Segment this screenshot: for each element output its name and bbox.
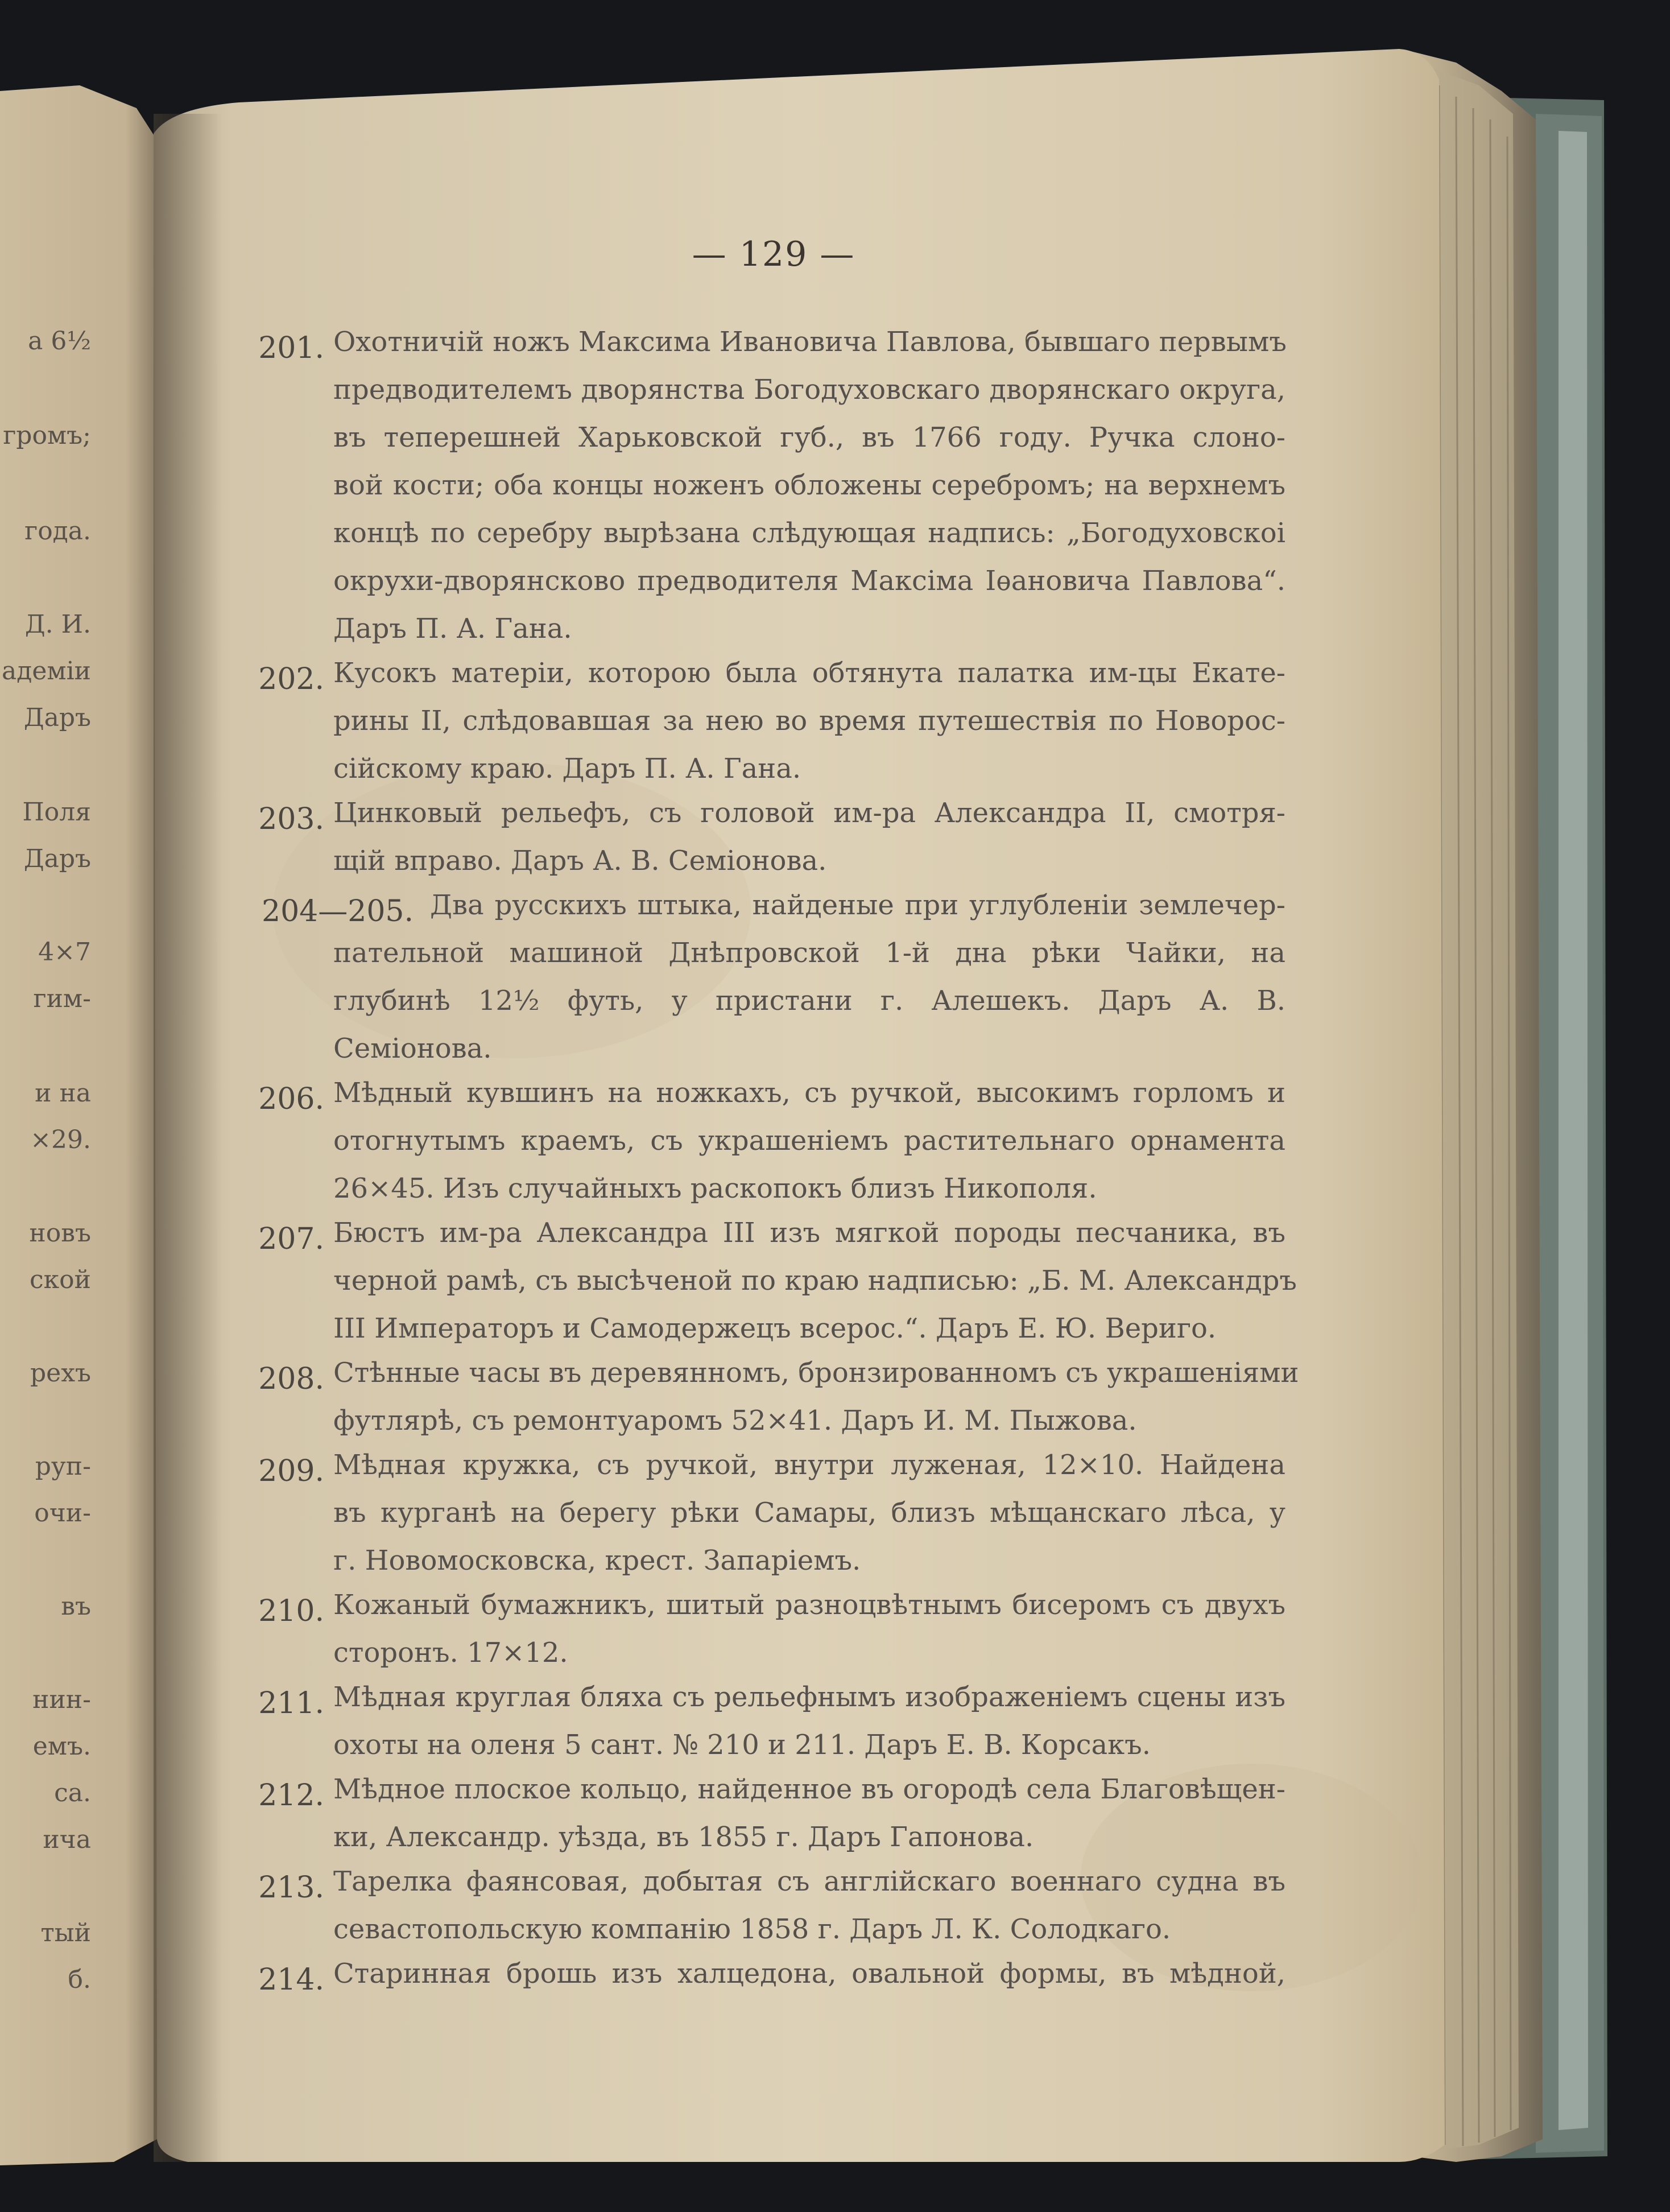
entry-text-line: севастопольскую компанію 1858 г. Даръ Л. К. Солодкаго.: [333, 1913, 1171, 1945]
left-page-fragment: б.: [68, 1965, 91, 1994]
entry-text-line: Охотничій ножъ Максима Ивановича Павлова, бывшаго первымъ: [333, 326, 1287, 358]
entry-text-line: Два русскихъ штыка, найденые при углубленіи землечер-: [430, 889, 1285, 921]
entry-number: 203.: [258, 802, 324, 836]
entry-text-line: черной рамѣ, съ высѣченой по краю надписью: „Б. М. Александръ: [333, 1265, 1297, 1297]
entry-text-line: рины II, слѣдовавшая за нею во время путешествія по Новорос-: [333, 705, 1285, 737]
entry-text-line: III Императоръ и Самодержецъ всерос.“. Даръ Е. Ю. Вериго.: [333, 1313, 1217, 1344]
left-page-fragment: 4×7: [38, 938, 91, 967]
entry-text-line: Цинковый рельефъ, съ головой им-ра Александра II, смотря-: [333, 797, 1285, 829]
left-page-fragment: Даръ: [23, 703, 91, 732]
entry-text-line: сторонъ. 17×12.: [333, 1637, 568, 1669]
entry-text-line: предводителемъ дворянства Богодуховскаго дворянскаго округа,: [333, 374, 1285, 406]
entry-number: 207.: [258, 1222, 324, 1256]
entry-number: 204—205.: [262, 894, 414, 928]
entry-number: 214.: [258, 1963, 324, 1997]
entry-number: 208.: [258, 1362, 324, 1396]
left-page-fragment: гим-: [33, 984, 91, 1013]
entry-number: 213.: [258, 1871, 324, 1905]
left-page-fragment: ича: [43, 1825, 91, 1854]
left-page-fragment: руп-: [35, 1452, 91, 1481]
left-page-fragment: емъ.: [32, 1732, 91, 1761]
entry-number: 209.: [258, 1454, 324, 1488]
left-page-fragment: рехъ: [30, 1359, 91, 1388]
left-page-fragment: Д. И.: [24, 610, 91, 639]
entry-text-line: вой кости; оба концы ноженъ обложены серебромъ; на верхнемъ: [333, 469, 1285, 501]
entry-text-line: въ курганѣ на берегу рѣки Самары, близъ мѣщанскаго лѣса, у: [333, 1497, 1285, 1529]
entry-text-line: Семіонова.: [333, 1033, 492, 1064]
left-page-fragment: громъ;: [3, 421, 91, 450]
page-number: — 129 —: [692, 234, 855, 274]
left-page-fragment: новъ: [29, 1219, 91, 1248]
entry-text-line: отогнутымъ краемъ, съ украшеніемъ растительнаго орнамента: [333, 1125, 1285, 1157]
entry-text-line: Мѣдная круглая бляха съ рельефнымъ изображеніемъ сцены изъ: [333, 1681, 1285, 1713]
entry-text-line: концѣ по серебру вырѣзана слѣдующая надпись: „Богодуховскоі: [333, 517, 1285, 549]
entry-text-line: сійскому краю. Даръ П. А. Гана.: [333, 753, 801, 785]
left-page-fragment: ской: [30, 1265, 91, 1294]
entry-text-line: г. Новомосковска, крест. Запаріемъ.: [333, 1545, 861, 1577]
entry-text-line: щій вправо. Даръ А. В. Семіонова.: [333, 845, 827, 877]
entry-number: 210.: [258, 1594, 324, 1628]
entry-text-line: Старинная брошь изъ халцедона, овальной формы, въ мѣдной,: [333, 1958, 1285, 1990]
entry-text-line: Мѣдный кувшинъ на ножкахъ, съ ручкой, высокимъ горломъ и: [333, 1077, 1285, 1109]
entry-text-line: Кусокъ матеріи, которою была обтянута палатка им-цы Екате-: [333, 657, 1285, 689]
left-page-fragment: года.: [24, 517, 91, 546]
left-page-fragment: нин-: [32, 1685, 91, 1714]
entry-text-line: Кожаный бумажникъ, шитый разноцвѣтнымъ бисеромъ съ двухъ: [333, 1589, 1285, 1621]
entry-text-line: 26×45. Изъ случайныхъ раскопокъ близъ Никополя.: [333, 1173, 1097, 1204]
entry-text-line: Бюстъ им-ра Александра III изъ мягкой породы песчаника, въ: [333, 1217, 1285, 1249]
entry-text-line: охоты на оленя 5 сант. № 210 и 211. Даръ Е. В. Корсакъ.: [333, 1729, 1151, 1761]
entry-text-line: окрухи-дворянсково предводителя Максіма Іѳановича Павлова“.: [333, 565, 1285, 597]
left-page-fragment: са.: [54, 1778, 91, 1807]
entry-text-line: Мѣдное плоское кольцо, найденное въ огородѣ села Благовѣщен-: [333, 1773, 1285, 1805]
left-page-fragment: Поля: [22, 798, 91, 827]
left-page-fragment: и на: [35, 1079, 91, 1108]
left-page-fragment: тый: [40, 1918, 91, 1947]
entry-text-line: пательной машиной Днѣпровской 1-й дна рѣки Чайки, на: [333, 937, 1285, 969]
entry-number: 201.: [258, 331, 324, 365]
entry-text-line: Тарелка фаянсовая, добытая съ англійскаго военнаго судна въ: [333, 1866, 1285, 1897]
entry-number: 211.: [258, 1686, 324, 1720]
entry-number: 206.: [258, 1082, 324, 1116]
left-page-fragment: ×29.: [30, 1125, 91, 1154]
entry-text-line: ки, Александр. уѣзда, въ 1855 г. Даръ Гапонова.: [333, 1821, 1034, 1853]
left-page-fragment: а 6½: [28, 327, 91, 356]
entry-text-line: Стѣнные часы въ деревянномъ, бронзированномъ съ украшеніями: [333, 1357, 1299, 1389]
left-page-fragment: адеміи: [2, 657, 91, 686]
left-page-fragment: очи-: [34, 1499, 91, 1528]
entry-text-line: въ теперешней Харьковской губ., въ 1766 году. Ручка слоно-: [333, 422, 1285, 453]
entry-number: 202.: [258, 662, 324, 696]
entry-text-line: Даръ П. А. Гана.: [333, 613, 572, 645]
entry-text-line: Мѣдная кружка, съ ручкой, внутри луженая, 12×10. Найдена: [333, 1449, 1285, 1481]
left-page-fragment: Даръ: [23, 844, 91, 873]
entry-text-line: футлярѣ, съ ремонтуаромъ 52×41. Даръ И. М. Пыжова.: [333, 1405, 1137, 1437]
entry-text-line: глубинѣ 12½ футь, у пристани г. Алешекъ. Даръ А. В.: [333, 985, 1285, 1017]
left-page-fragment: въ: [61, 1592, 91, 1621]
entry-number: 212.: [258, 1778, 324, 1813]
